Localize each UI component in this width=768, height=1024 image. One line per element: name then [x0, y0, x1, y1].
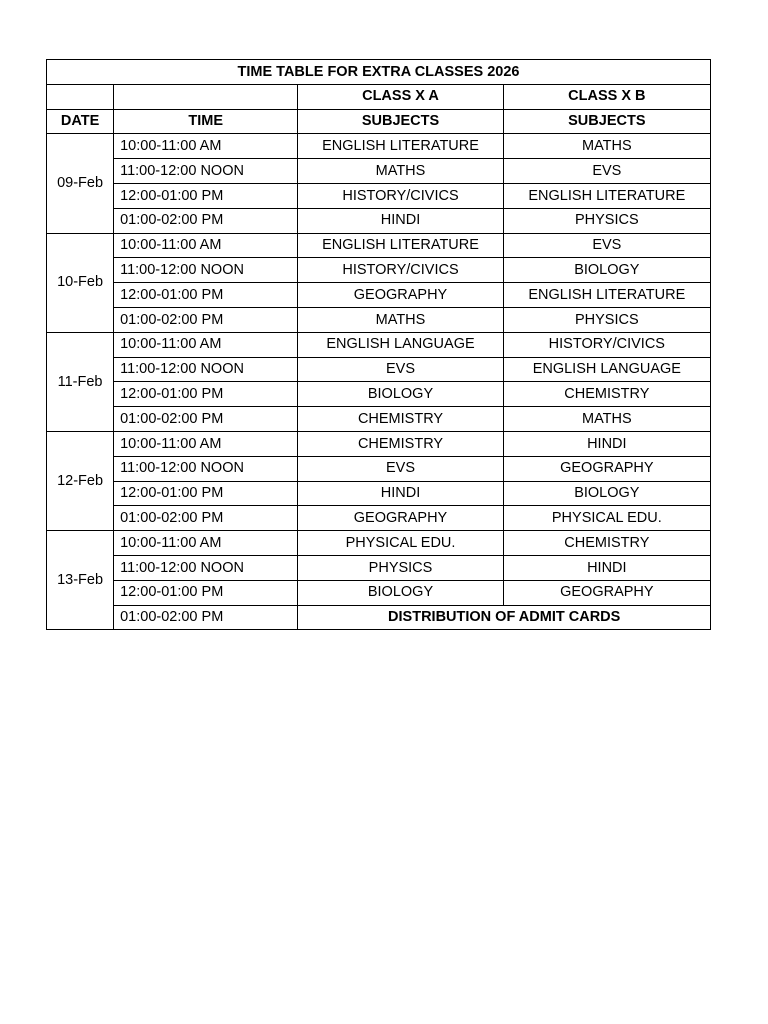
time-cell: 01:00-02:00 PM	[114, 208, 298, 233]
class-a-subject-cell: ENGLISH LITERATURE	[298, 134, 503, 159]
time-cell: 12:00-01:00 PM	[114, 183, 298, 208]
time-cell: 01:00-02:00 PM	[114, 506, 298, 531]
time-cell: 10:00-11:00 AM	[114, 531, 298, 556]
class-a-header: CLASS X A	[298, 84, 503, 109]
table-title: TIME TABLE FOR EXTRA CLASSES 2026	[47, 60, 711, 85]
table-row	[47, 183, 711, 208]
time-cell: 11:00-12:00 NOON	[114, 258, 298, 283]
title-row	[47, 60, 711, 85]
time-cell: 10:00-11:00 AM	[114, 134, 298, 159]
table-row	[47, 506, 711, 531]
class-b-subject-cell: ENGLISH LITERATURE	[503, 183, 710, 208]
date-cell: 09-Feb	[47, 134, 114, 233]
class-a-subject-cell: EVS	[298, 456, 503, 481]
class-a-subject-cell: HINDI	[298, 481, 503, 506]
subjects-b-header: SUBJECTS	[503, 109, 710, 134]
subjects-a-header: SUBJECTS	[298, 109, 503, 134]
table-row	[47, 233, 711, 258]
time-header: TIME	[114, 109, 298, 134]
class-a-subject-cell: PHYSICS	[298, 555, 503, 580]
date-cell: 11-Feb	[47, 332, 114, 431]
class-b-subject-cell: HISTORY/CIVICS	[503, 332, 710, 357]
table-row	[47, 332, 711, 357]
class-a-subject-cell: ENGLISH LITERATURE	[298, 233, 503, 258]
class-b-header: CLASS X B	[503, 84, 710, 109]
table-row	[47, 605, 711, 630]
class-b-subject-cell: EVS	[503, 159, 710, 184]
class-b-subject-cell: PHYSICS	[503, 208, 710, 233]
timetable	[46, 59, 711, 630]
table-row	[47, 431, 711, 456]
time-cell: 11:00-12:00 NOON	[114, 456, 298, 481]
class-a-subject-cell: MATHS	[298, 307, 503, 332]
class-a-subject-cell: CHEMISTRY	[298, 407, 503, 432]
class-b-subject-cell: HINDI	[503, 431, 710, 456]
class-b-subject-cell: BIOLOGY	[503, 258, 710, 283]
table-row	[47, 208, 711, 233]
empty-header-cell	[114, 84, 298, 109]
table-row	[47, 307, 711, 332]
class-b-subject-cell: BIOLOGY	[503, 481, 710, 506]
class-a-subject-cell: GEOGRAPHY	[298, 506, 503, 531]
class-b-subject-cell: MATHS	[503, 134, 710, 159]
class-a-subject-cell: BIOLOGY	[298, 580, 503, 605]
time-cell: 10:00-11:00 AM	[114, 332, 298, 357]
time-cell: 12:00-01:00 PM	[114, 580, 298, 605]
time-cell: 11:00-12:00 NOON	[114, 159, 298, 184]
class-b-subject-cell: CHEMISTRY	[503, 382, 710, 407]
class-b-subject-cell: GEOGRAPHY	[503, 456, 710, 481]
table-row	[47, 134, 711, 159]
class-a-subject-cell: HISTORY/CIVICS	[298, 258, 503, 283]
admit-cards-note: DISTRIBUTION OF ADMIT CARDS	[298, 605, 711, 630]
date-header: DATE	[47, 109, 114, 134]
date-cell: 12-Feb	[47, 431, 114, 530]
class-b-subject-cell: PHYSICS	[503, 307, 710, 332]
time-cell: 12:00-01:00 PM	[114, 283, 298, 308]
class-b-subject-cell: EVS	[503, 233, 710, 258]
time-cell: 11:00-12:00 NOON	[114, 555, 298, 580]
table-row	[47, 382, 711, 407]
table-row	[47, 258, 711, 283]
time-cell: 01:00-02:00 PM	[114, 605, 298, 630]
class-a-subject-cell: EVS	[298, 357, 503, 382]
class-b-subject-cell: ENGLISH LITERATURE	[503, 283, 710, 308]
table-row	[47, 407, 711, 432]
class-a-subject-cell: ENGLISH LANGUAGE	[298, 332, 503, 357]
class-a-subject-cell: GEOGRAPHY	[298, 283, 503, 308]
table-row	[47, 531, 711, 556]
class-b-subject-cell: ENGLISH LANGUAGE	[503, 357, 710, 382]
column-header-row	[47, 109, 711, 134]
time-cell: 10:00-11:00 AM	[114, 431, 298, 456]
table-row	[47, 283, 711, 308]
date-cell: 10-Feb	[47, 233, 114, 332]
class-b-subject-cell: PHYSICAL EDU.	[503, 506, 710, 531]
time-cell: 10:00-11:00 AM	[114, 233, 298, 258]
table-row	[47, 159, 711, 184]
time-cell: 11:00-12:00 NOON	[114, 357, 298, 382]
class-b-subject-cell: HINDI	[503, 555, 710, 580]
class-b-subject-cell: MATHS	[503, 407, 710, 432]
class-a-subject-cell: BIOLOGY	[298, 382, 503, 407]
class-a-subject-cell: CHEMISTRY	[298, 431, 503, 456]
time-cell: 01:00-02:00 PM	[114, 407, 298, 432]
time-cell: 12:00-01:00 PM	[114, 481, 298, 506]
time-cell: 01:00-02:00 PM	[114, 307, 298, 332]
date-cell: 13-Feb	[47, 531, 114, 630]
table-row	[47, 357, 711, 382]
class-header-row	[47, 84, 711, 109]
class-b-subject-cell: CHEMISTRY	[503, 531, 710, 556]
empty-header-cell	[47, 84, 114, 109]
class-a-subject-cell: MATHS	[298, 159, 503, 184]
table-row	[47, 580, 711, 605]
timetable-body	[47, 60, 711, 630]
table-row	[47, 555, 711, 580]
table-row	[47, 456, 711, 481]
class-a-subject-cell: HINDI	[298, 208, 503, 233]
class-b-subject-cell: GEOGRAPHY	[503, 580, 710, 605]
class-a-subject-cell: PHYSICAL EDU.	[298, 531, 503, 556]
table-row	[47, 481, 711, 506]
time-cell: 12:00-01:00 PM	[114, 382, 298, 407]
class-a-subject-cell: HISTORY/CIVICS	[298, 183, 503, 208]
